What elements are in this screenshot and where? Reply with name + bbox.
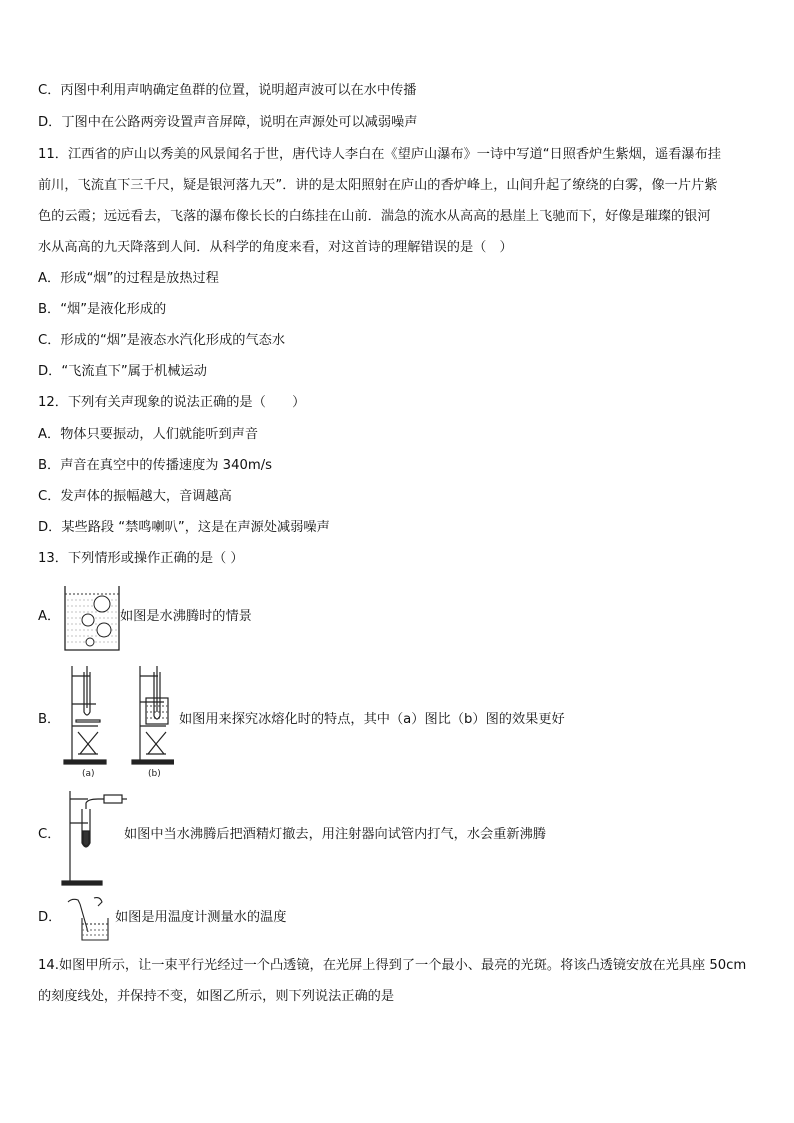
- q10-option-d: D．丁图中在公路两旁设置声音屏障，说明在声源处可以减弱噪声: [38, 115, 418, 130]
- q13-option-c-text: 如图中当水沸腾后把酒精灯撤去，用注射器向试管内打气，水会重新沸腾: [124, 827, 546, 842]
- q13-option-d-label: D．: [38, 910, 62, 925]
- q12-option-d: D．某些路段 “禁鸣喇叭”，这是在声源处减弱噪声: [38, 520, 330, 535]
- q11-stem-line-1: 11．江西省的庐山以秀美的风景闻名于世，唐代诗人李白在《望庐山瀑布》一诗中写道“日照香炉生紫烟，遥看瀑布挂: [38, 147, 721, 162]
- q12-option-b: B．声音在真空中的传播速度为 340m/s: [38, 458, 273, 473]
- q11-stem-line-2: 前川，飞流直下三千尺，疑是银河落九天”．讲的是太阳照射在庐山的香炉峰上，山间升起了缭绕的白雾，像一片片紫: [38, 178, 718, 193]
- q13-d-figure: [64, 894, 114, 944]
- q14-stem-line-2: 的刻度线处，并保持不变，如图乙所示，则下列说法正确的是: [38, 989, 395, 1004]
- q12-option-c: C．发声体的振幅越大，音调越高: [38, 489, 232, 504]
- q13-stem: 13．下列情形或操作正确的是（ ）: [38, 551, 244, 566]
- q13-b-fig-b-caption: (b): [148, 769, 161, 779]
- q13-b-figure: [58, 662, 174, 780]
- q13-option-a-text: 如图是水沸腾时的情景: [120, 609, 252, 624]
- q13-a-figure: [62, 584, 122, 654]
- q11-option-d: D．“飞流直下”属于机械运动: [38, 364, 207, 379]
- q11-option-c: C．形成的“烟”是液态水汽化形成的气态水: [38, 333, 286, 348]
- q13-option-b-text: 如图用来探究冰熔化时的特点，其中（a）图比（b）图的效果更好: [179, 712, 565, 727]
- q13-b-fig-a-caption: (a): [82, 769, 95, 779]
- q13-option-c-label: C．: [38, 827, 61, 842]
- q11-option-b: B．“烟”是液化形成的: [38, 302, 167, 317]
- q14-stem-line-1: 14.如图甲所示，让一束平行光经过一个凸透镜，在光屏上得到了一个最小、最亮的光斑。将该凸透镜安放在光具座 50cm: [38, 958, 747, 973]
- q13-option-b-label: B．: [38, 712, 61, 727]
- q13-option-a-label: A．: [38, 609, 61, 624]
- q10-option-c: C．丙图中利用声呐确定鱼群的位置，说明超声波可以在水中传播: [38, 83, 417, 98]
- q13-option-d-text: 如图是用温度计测量水的温度: [115, 910, 287, 925]
- q11-stem-line-3: 色的云霞；远远看去，飞落的瀑布像长长的白练挂在山前．湍急的流水从高高的悬崖上飞驰而下，好像是璀璨的银河: [38, 209, 711, 224]
- q13-c-figure: [58, 787, 128, 887]
- q12-option-a: A．物体只要振动，人们就能听到声音: [38, 427, 259, 442]
- q11-option-a: A．形成“烟”的过程是放热过程: [38, 271, 219, 286]
- q12-stem: 12．下列有关声现象的说法正确的是（ ）: [38, 395, 306, 410]
- q11-stem-line-4: 水从高高的九天降落到人间．从科学的角度来看，对这首诗的理解错误的是（ ）: [38, 240, 513, 255]
